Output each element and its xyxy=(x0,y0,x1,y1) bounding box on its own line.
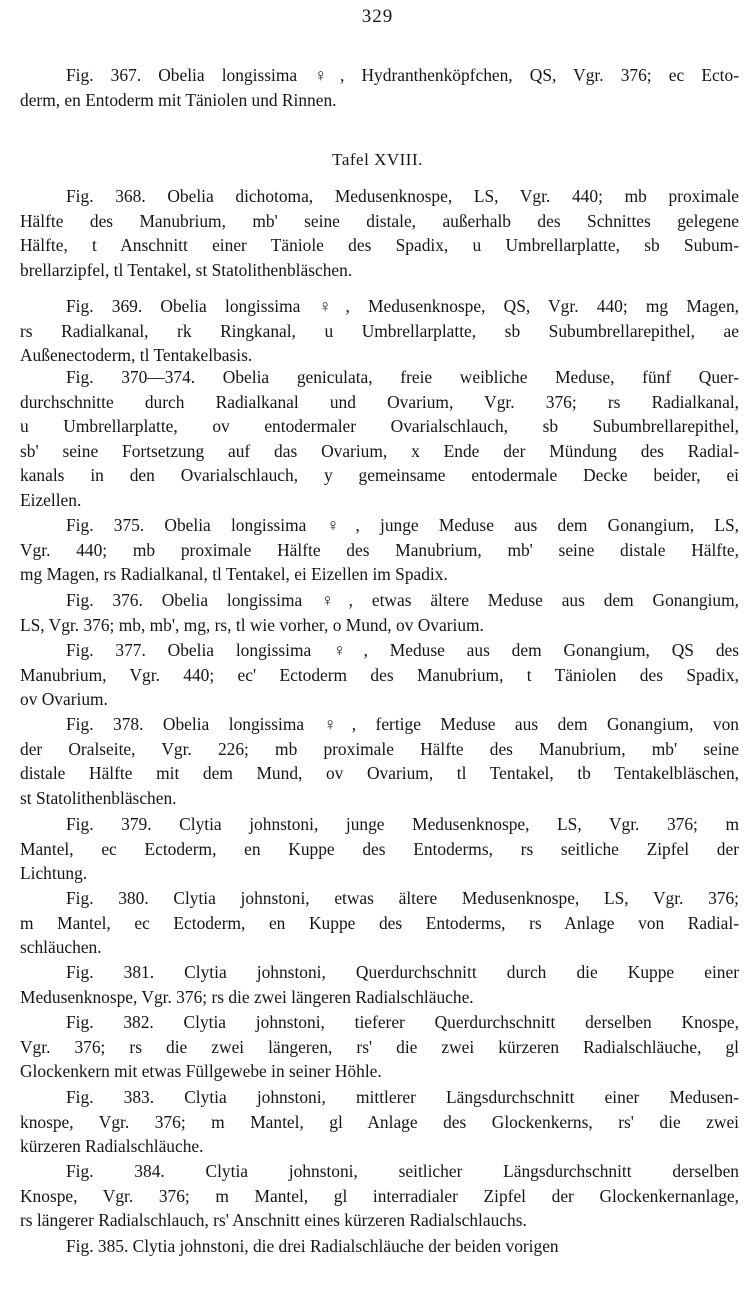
caption-line: Medusenknospe, Vgr. 376; rs die zwei längeren Radialschläuche. xyxy=(20,986,474,1007)
caption-line: derm, en Entoderm mit Täniolen und Rinnen. xyxy=(20,89,337,110)
caption-line: Fig. 376. Obelia longissima ♀, etwas ältere Meduse aus dem Gonangium, xyxy=(66,590,739,610)
caption-line: Fig. 382. Clytia johnstoni, tieferer Querdurchschnitt derselben Knospe, xyxy=(66,1012,739,1032)
caption-line: ov Ovarium. xyxy=(20,689,108,710)
caption-line: Fig. 378. Obelia longissima ♀, fertige Meduse aus dem Gonangium, von xyxy=(66,714,739,734)
caption-line: Fig. 370—374. Obelia geniculata, freie weibliche Meduse, fünf Quer- xyxy=(66,367,739,387)
caption-line: brellarzipfel, tl Tentakel, st Statolithenbläschen. xyxy=(20,259,353,280)
caption-line: mg Magen, rs Radialkanal, tl Tentakel, ei Eizellen im Spadix. xyxy=(20,564,448,585)
caption-line: Fig. 384. Clytia johnstoni, seitlicher Längsdurchschnitt derselben xyxy=(66,1161,739,1181)
caption-line: schläuchen. xyxy=(20,937,102,958)
caption-line: der Oralseite, Vgr. 226; mb proximale Hälfte des Manubrium, mb' seine xyxy=(20,738,739,759)
caption-line: Lichtung. xyxy=(20,863,88,884)
caption-line: sb' seine Fortsetzung auf das Ovarium, x Ende der Mündung des Radial- xyxy=(20,440,739,461)
caption-line: Eizellen. xyxy=(20,490,82,510)
caption-line: rs längerer Radialschlauch, rs' Anschnitt eines kürzeren Radialschlauchs. xyxy=(20,1210,527,1231)
caption-line: Außenectoderm, tl Tentakelbasis. xyxy=(20,345,253,366)
caption-line: kürzeren Radialschläuche. xyxy=(20,1136,204,1157)
caption-line: Glockenkern mit etwas Füllgewebe in seiner Höhle. xyxy=(20,1061,382,1082)
caption-line: Fig. 368. Obelia dichotoma, Medusenknospe, LS, Vgr. 440; mb proximale xyxy=(66,186,739,206)
caption-line: Fig. 379. Clytia johnstoni, junge Medusenknospe, LS, Vgr. 376; m xyxy=(66,814,739,834)
caption-line: Hälfte des Manubrium, mb' seine distale, außerhalb des Schnittes gelegene xyxy=(20,210,739,231)
caption-line: Manubrium, Vgr. 440; ec' Ectoderm des Manubrium, t Täniolen des Spadix, xyxy=(20,664,739,685)
caption-line: Fig. 369. Obelia longissima ♀, Medusenknospe, QS, Vgr. 440; mg Magen, xyxy=(66,296,739,316)
caption-line: u Umbrellarplatte, ov entodermaler Ovarialschlauch, sb Subumbrellarepithel, xyxy=(20,416,739,437)
caption-line: Vgr. 376; rs die zwei längeren, rs' die zwei kürzeren Radialschläuche, gl xyxy=(20,1036,739,1057)
page-number: 329 xyxy=(361,6,394,27)
caption-line: rs Radialkanal, rk Ringkanal, u Umbrellarplatte, sb Subumbrellarepithel, ae xyxy=(20,320,739,341)
caption-line: distale Hälfte mit dem Mund, ov Ovarium, tl Tentakel, tb Tentakelbläschen, xyxy=(20,763,739,784)
caption-line: kanals in den Ovarialschlauch, y gemeinsame entodermale Decke beider, ei xyxy=(20,465,739,486)
plate-heading: Tafel XVIII. xyxy=(332,150,423,169)
caption-line: Fig. 380. Clytia johnstoni, etwas ältere Medusenknospe, LS, Vgr. 376; xyxy=(66,888,739,908)
caption-line: Knospe, Vgr. 376; m Mantel, gl interradialer Zipfel der Glockenkernanlage, xyxy=(20,1185,739,1206)
caption-line: Fig. 375. Obelia longissima ♀, junge Meduse aus dem Gonangium, LS, xyxy=(66,515,739,535)
caption-line: Fig. 385. Clytia johnstoni, die drei Radialschläuche der beiden vorigen xyxy=(66,1236,559,1256)
caption-line: knospe, Vgr. 376; m Mantel, gl Anlage des Glockenkerns, rs' die zwei xyxy=(20,1111,739,1132)
caption-line: LS, Vgr. 376; mb, mb', mg, rs, tl wie vorher, o Mund, ov Ovarium. xyxy=(20,614,484,635)
caption-line: Fig. 383. Clytia johnstoni, mittlerer Längsdurchschnitt einer Medusen- xyxy=(66,1087,739,1107)
caption-line: Fig. 367. Obelia longissima ♀, Hydranthenköpfchen, QS, Vgr. 376; ec Ecto- xyxy=(66,65,739,85)
caption-line: m Mantel, ec Ectoderm, en Kuppe des Entoderms, rs Anlage von Radial- xyxy=(20,912,739,933)
caption-line: Fig. 377. Obelia longissima ♀, Meduse aus dem Gonangium, QS des xyxy=(66,640,739,660)
caption-line: Mantel, ec Ectoderm, en Kuppe des Entoderms, rs seitliche Zipfel der xyxy=(20,838,739,859)
caption-line: Vgr. 440; mb proximale Hälfte des Manubrium, mb' seine distale Hälfte, xyxy=(20,539,739,560)
caption-line: durchschnitte durch Radialkanal und Ovarium, Vgr. 376; rs Radialkanal, xyxy=(20,391,739,412)
caption-line: st Statolithenbläschen. xyxy=(20,787,177,808)
caption-line: Hälfte, t Anschnitt einer Täniole des Spadix, u Umbrellarplatte, sb Subum- xyxy=(20,235,739,256)
caption-line: Fig. 381. Clytia johnstoni, Querdurchschnitt durch die Kuppe einer xyxy=(66,962,739,982)
